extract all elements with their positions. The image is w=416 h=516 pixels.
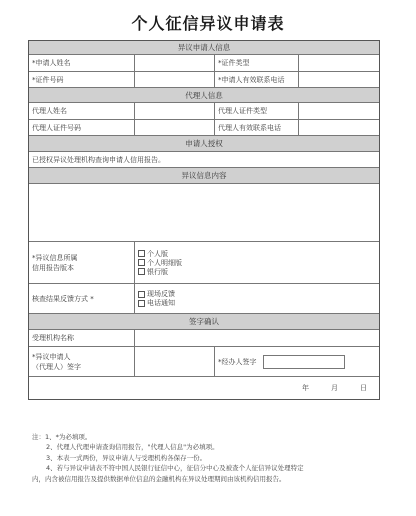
applicant-idno-label: *证件号码 xyxy=(29,72,135,87)
applicant-name-field[interactable] xyxy=(135,55,215,71)
option-onsite-feedback[interactable]: 现场反馈 xyxy=(138,290,175,299)
date-month-label: 月 xyxy=(331,384,338,392)
section-authorization: 申请人授权 xyxy=(29,136,379,151)
checkbox-icon xyxy=(138,250,145,257)
agency-name-label: 受理机构名称 xyxy=(29,330,135,346)
dispute-content-field[interactable] xyxy=(29,184,379,241)
section-agent-info: 代理人信息 xyxy=(29,88,379,102)
agent-phone-field[interactable] xyxy=(299,120,379,135)
signature-date xyxy=(29,377,379,399)
agent-phone-label: 代理人有效联系电话 xyxy=(215,120,299,135)
note-line: 3、本表一式两份，异议申请人与受理机构各保存一份。 xyxy=(46,453,207,462)
checkbox-icon xyxy=(138,259,145,266)
handler-signature-cell xyxy=(215,347,379,376)
report-version-label: *异议信息所属 信用报告版本 xyxy=(29,242,135,283)
applicant-signature-label: *异议申请人 （代理人）签字 xyxy=(29,347,135,376)
agent-idtype-field[interactable] xyxy=(299,103,379,119)
checkbox-icon xyxy=(138,291,145,298)
feedback-method-label: 核查结果反馈方式 * xyxy=(29,284,135,313)
checkbox-icon xyxy=(138,300,145,307)
section-dispute-content: 异议信息内容 xyxy=(29,168,379,183)
authorization-text: 已授权异议处理机构查询申请人信用报告。 xyxy=(32,155,165,164)
form-title: 个人征信异议申请表 xyxy=(131,14,285,33)
agent-name-label: 代理人姓名 xyxy=(29,103,135,119)
agency-name-field[interactable] xyxy=(135,330,379,346)
date-day-label: 日 xyxy=(360,384,367,392)
form-notes xyxy=(32,432,382,484)
note-line: 注：1、*为必填项。 xyxy=(32,433,92,441)
report-version-options xyxy=(135,242,379,283)
feedback-method-options xyxy=(135,284,379,313)
handler-signature-field[interactable] xyxy=(263,355,345,369)
agent-idtype-label: 代理人证件类型 xyxy=(215,103,299,119)
applicant-signature-field[interactable] xyxy=(135,347,215,376)
note-line: 内，内含被信用报告及提供数据单位信息的金融机构在异议处理期间由该机构信用报告。 xyxy=(32,474,286,483)
applicant-idtype-label: *证件类型 xyxy=(215,55,299,71)
note-line: 4、若与异议申请表不符中国人民银行征信中心，征信分中心及被查个人征信异议处理特定 xyxy=(46,464,304,473)
applicant-phone-label: *申请人有效联系电话 xyxy=(215,72,299,87)
date-year-label: 年 xyxy=(302,384,309,392)
option-bank[interactable]: 银行版 xyxy=(138,267,168,276)
dispute-form xyxy=(28,40,380,400)
applicant-name-label: *申请人姓名 xyxy=(29,55,135,71)
option-personal[interactable]: 个人版 xyxy=(138,249,168,258)
agent-name-field[interactable] xyxy=(135,103,215,119)
agent-idno-label: 代理人证件号码 xyxy=(29,120,135,135)
section-signature: 签字确认 xyxy=(29,314,379,329)
checkbox-icon xyxy=(138,268,145,275)
note-line: 2、代理人代理申请查询信用报告，"代理人信息"为必填项。 xyxy=(46,443,219,452)
agent-idno-field[interactable] xyxy=(135,120,215,135)
option-phone-notify[interactable]: 电话通知 xyxy=(138,299,175,308)
section-applicant-info: 异议申请人信息 xyxy=(29,41,379,54)
handler-signature-label: *经办人签字 xyxy=(218,357,257,366)
applicant-phone-field[interactable] xyxy=(299,72,379,87)
applicant-idtype-field[interactable] xyxy=(299,55,379,71)
applicant-idno-field[interactable] xyxy=(135,72,215,87)
option-personal-detail[interactable]: 个人明细版 xyxy=(138,258,182,267)
